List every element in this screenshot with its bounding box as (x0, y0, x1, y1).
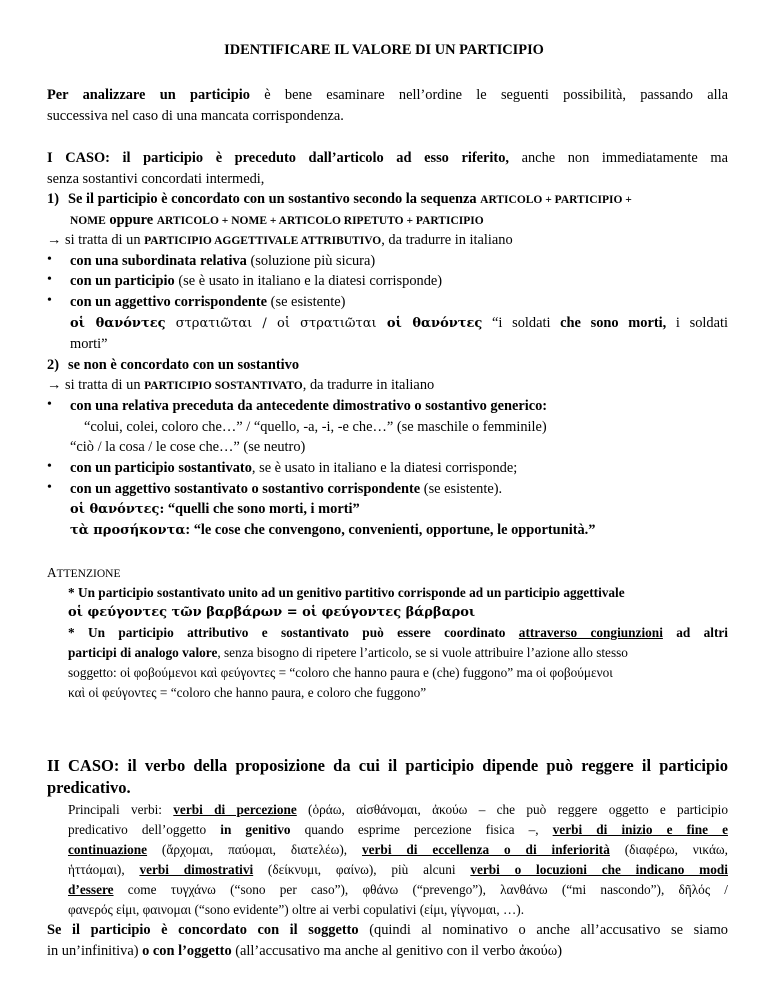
text: (δείκνυμι, φαίνω), più alcuni (253, 862, 471, 877)
arrow-text-end: , da tradurre in italiano (381, 232, 513, 248)
caso2-line-1 (68, 800, 728, 819)
bullet-bold: con un participio (70, 273, 175, 289)
caso2-heading-line-2: predicativo. (47, 778, 131, 797)
participio-sostantivato: PARTICIPIO SOSTANTIVATO (144, 380, 303, 392)
bullet-rest: (se è usato in italiano e la diatesi corrisponde) (174, 273, 443, 289)
intro-bold: Per analizzare un participio (47, 87, 250, 103)
label-initial: A (47, 565, 57, 580)
bullet-aggettivo (70, 293, 728, 312)
d-essere: d’essere (68, 882, 114, 897)
continuazione: continuazione (68, 842, 148, 857)
verbi-modi: verbi o locuzioni che indicano modi (470, 862, 728, 877)
translation-bold: : “le cose che convengono, convenienti, opportune, le opportunità.” (185, 522, 596, 538)
bullet-relativa (70, 252, 728, 271)
oggetto-bold: o con l’oggetto (142, 943, 232, 959)
verbi-percezione: verbi di percezione (173, 802, 297, 817)
greek-bold: οἱ θανόντες: (70, 502, 165, 517)
greek-bold: οἱ θανόντες (70, 316, 166, 331)
bullet-relativa-line-2: “colui, colei, coloro che…” / “quello, -a, -i, -e che…” (se maschile o femminile) (84, 419, 547, 435)
arrow-text: → si tratta di un (47, 232, 145, 248)
bullet-rest: , se è usato in italiano e la diatesi corrisponde; (251, 460, 518, 476)
point-1 (47, 190, 728, 210)
example-2 (70, 500, 728, 519)
sequence-1-end: NOME (70, 215, 106, 227)
point-2-text: se non è concordato con un sostantivo (68, 357, 300, 373)
note-2-text: * Un participio attributivo e sostantivato può essere coordinato (68, 625, 519, 640)
text: predicativo dell’oggetto (68, 822, 221, 837)
bullet-relativa-line-3: “ciò / la cosa / le cose che…” (se neutro) (70, 439, 306, 455)
attenzione-label (47, 563, 728, 584)
verbi-inizio-fine: verbi di inizio e fine e (552, 822, 728, 837)
note-2-rest: , senza bisogno di ripetere l’articolo, se si vuole attribuire l’azione allo stesso (217, 645, 628, 660)
text: (ὁράω, αἰσθάνομαι, ἀκούω – che può reggere oggetto e participio (296, 802, 728, 817)
bullet: • (47, 459, 52, 474)
verbi-eccellenza: verbi di eccellenza o di inferiorità (361, 842, 610, 857)
arrow-text: → si tratta di un (47, 377, 145, 393)
oppure: oppure (105, 212, 157, 228)
translation: “i soldati (482, 315, 561, 331)
caso2-soggetto-line-2 (47, 942, 728, 961)
point-2 (47, 356, 728, 375)
caso2-heading: II CASO: il verbo della proposizione da cui il participio dipende può reggere il participio (47, 756, 728, 775)
bullet-participio-sostantivato (70, 459, 728, 478)
bullet-bold: con un aggettivo corrispondente (70, 294, 268, 310)
point-1-text: Se il participio è concordato con un sostantivo secondo la sequenza (68, 191, 481, 207)
intro-line-2: successiva nel caso di una mancata corrispondenza. (47, 108, 344, 124)
note-2-text-end: ad altri (662, 625, 728, 640)
caso2-line-5 (68, 880, 728, 899)
caso1-heading-bold: I CASO: il participio è preceduto dall’articolo ad esso riferito, (47, 150, 509, 166)
verbi-dimostrativi: verbi dimostrativi (139, 862, 254, 877)
translation: i soldati (666, 315, 728, 331)
text: (διαφέρω, νικάω, (609, 842, 729, 857)
soggetto-bold: Se il participio è concordato con il soggetto (47, 922, 359, 938)
arrow-line-1 (47, 231, 728, 251)
text: come τυγχάνω (“sono per caso”), φθάνω (“prevengo”), λανθάνω (“mi nascondo”), δῆλός / (113, 882, 728, 897)
note-1: * Un participio sostantivato unito ad un genitivo partitivo corrisponde ad un participio aggettivale (68, 585, 625, 600)
bullet-bold: con un participio sostantivato (70, 460, 252, 476)
arrow-text-end: , da tradurre in italiano (302, 377, 435, 393)
greek-text: στρατιῶται / οἱ στρατιῶται (165, 316, 387, 331)
bullet-rest: (soluzione più sicura) (246, 253, 376, 269)
caso1-heading-line-2: senza sostantivi concordati intermedi, (47, 171, 265, 187)
text: ἡττάομαι), (68, 862, 140, 877)
bullet: • (47, 252, 52, 267)
bullet-participio (70, 272, 728, 291)
translation-bold: che sono morti, (560, 315, 667, 331)
caso1-heading-rest: anche non immediatamente ma (509, 150, 728, 166)
in-genitivo: in genitivo (220, 822, 291, 837)
caso2-line-2 (68, 820, 728, 839)
label-rest: TTENZIONE (56, 568, 121, 580)
text: (ἄρχομαι, παύομαι, διατελέω), (147, 842, 362, 857)
bullet: • (47, 293, 52, 308)
caso2-soggetto-line-1 (47, 921, 728, 940)
caso2-line-4 (68, 860, 728, 879)
greek-bold: τὰ προσήκοντα (70, 523, 186, 538)
bullet: • (47, 480, 52, 495)
greek-bold: οἱ φεύγοντες τῶν βαρβάρων = οἱ φεύγοντες βάρβαροι (68, 605, 476, 620)
bullet: • (47, 397, 52, 412)
example-1 (70, 314, 728, 333)
translation-bold: “quelli che sono morti, i morti” (164, 501, 360, 517)
soggetto-rest: (quindi al nominativo o anche all’accusativo se siamo (358, 922, 728, 938)
sequence-1: ARTICOLO + PARTICIPIO + (480, 194, 632, 206)
note-2-line-3: soggetto: οἱ φοβούμενοι καὶ φεύγοντες = “coloro che hanno paura e (che) fuggono” ma οἱ φοβούμενοι (68, 665, 613, 680)
point-2-number: 2) (47, 357, 59, 373)
bullet-aggettivo-sostantivato (70, 480, 728, 499)
intro-line-1 (47, 86, 728, 105)
arrow-line-2 (47, 376, 728, 396)
greek-bold: οἱ θανόντες (386, 316, 483, 331)
bullet-bold: con una subordinata relativa (70, 253, 247, 269)
participio-aggettivale: PARTICIPIO AGGETTIVALE ATTRIBUTIVO (144, 235, 382, 247)
note-2-bold: participi di analogo valore (68, 645, 218, 660)
bullet-rest: (se esistente). (420, 481, 503, 497)
note-2 (68, 623, 728, 642)
bullet: • (47, 272, 52, 287)
bullet-relativa-dimostrativo: con una relativa preceduta da antecedente dimostrativo o sostantivo generico: (70, 398, 548, 414)
caso2-line-3 (68, 840, 728, 859)
text: Principali verbi: (68, 802, 174, 817)
example-3 (70, 521, 728, 540)
note-2-underlined: attraverso congiunzioni (518, 625, 663, 640)
sequence-2: ARTICOLO + NOME + ARTICOLO RIPETUTO + PARTICIPIO (156, 215, 484, 227)
bullet-bold: con un aggettivo sostantivato o sostantivo corrispondente (70, 481, 421, 497)
note-2-line-2 (68, 643, 728, 662)
caso1-heading (47, 149, 728, 168)
point-1-number: 1) (47, 191, 59, 207)
text: quando esprime percezione fisica –, (290, 822, 553, 837)
example-1-line-2: morti” (70, 336, 108, 352)
text: in un’infinitiva) (47, 943, 143, 959)
bullet-rest: (se esistente) (267, 294, 346, 310)
text: (all’accusativo ma anche al genitivo con il verbo ἀκούω) (231, 943, 563, 959)
caso2-line-6: φανερός εἰμι, φαινομαι (“sono evidente”) oltre ai verbi copulativi (εἰμι, γίγνομαι, …). (68, 902, 525, 917)
note-1-example (68, 603, 728, 622)
intro-rest: è bene esaminare nell’ordine le seguenti possibilità, passando alla (249, 87, 728, 103)
note-2-line-4: καὶ οἱ φεύγοντες = “coloro che hanno paura, e coloro che fuggono” (68, 685, 427, 700)
page-title: IDENTIFICARE IL VALORE DI UN PARTICIPIO (224, 42, 544, 58)
point-1-line-2 (70, 211, 728, 231)
